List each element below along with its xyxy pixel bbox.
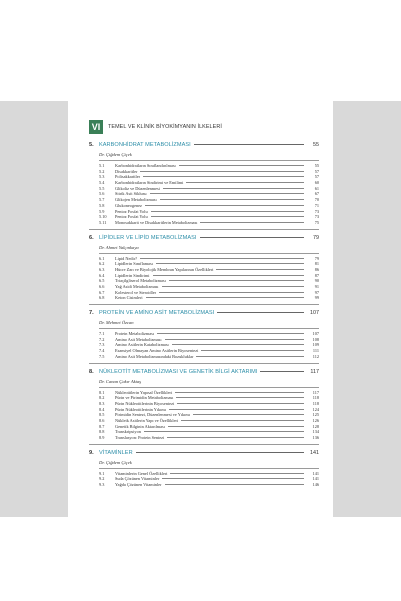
author-divider [99, 328, 319, 329]
section-number: 6.2 [99, 261, 105, 267]
section-title: Yağ Asidi Metabolizması [115, 284, 159, 289]
chapter-number: 8. [89, 368, 94, 375]
chapter-separator [89, 444, 319, 445]
chapter-page-number: 141 [310, 449, 319, 456]
section-title: Protein Metabolizması [115, 331, 155, 337]
section-number: 8.1 [99, 389, 105, 395]
section-number: 6.3 [99, 266, 105, 272]
section-number: 6.8 [99, 295, 105, 301]
section-page-number: 136 [312, 435, 319, 440]
section-number: 7.2 [99, 336, 105, 342]
leader-line [169, 409, 304, 410]
chapter-block [89, 369, 319, 445]
section-title: Amino Asit Metabolizması [115, 336, 162, 342]
section-page-number: 125 [312, 412, 319, 418]
leader-line [177, 403, 304, 404]
left-gray-band [0, 101, 68, 517]
leader-line [201, 350, 304, 351]
section-title: Pentoz Fosfat Yolu [115, 208, 148, 214]
section-page-number: 107 [312, 331, 319, 337]
leader-line [157, 333, 304, 334]
section-number: 5.1 [99, 163, 105, 168]
section-number: 5.3 [99, 174, 105, 180]
section-number: 5.10 [99, 214, 107, 220]
section-number: 8.5 [99, 412, 105, 418]
section-page-number: 71 [314, 202, 319, 208]
chapter-page-number: 79 [313, 234, 319, 241]
chapter-heading [89, 450, 319, 459]
section-number: 5.7 [99, 197, 105, 203]
section-page-number: 79 [314, 255, 319, 261]
section-page-number: 111 [312, 348, 319, 354]
section-title: Genetik Bilginin Aktarılması [115, 423, 165, 429]
toc-section-row [89, 354, 319, 360]
leader-line [160, 199, 304, 200]
chapter-author: Dr. Canan Çakır Aktaş [99, 378, 142, 384]
chapter-number: 7. [89, 310, 94, 317]
section-number: 6.1 [99, 255, 105, 261]
section-number: 6.6 [99, 284, 105, 289]
leader-line [165, 484, 305, 485]
leader-line [186, 182, 304, 183]
section-page-number: 126 [312, 417, 319, 423]
section-page-number: 118 [312, 395, 319, 401]
section-title: Vitaminlerin Genel Özellikleri [115, 470, 168, 476]
chapter-title: KARBONHİDRAT METABOLİZMASI [99, 142, 191, 148]
leader-line [143, 176, 304, 177]
chapter-separator [89, 229, 319, 230]
leader-line [260, 371, 304, 372]
section-number: 7.1 [99, 331, 105, 337]
section-page-number: 55 [314, 163, 319, 168]
leader-line [144, 431, 304, 432]
author-divider [99, 387, 319, 388]
chapter-separator [89, 304, 319, 305]
section-number: 9.3 [99, 482, 105, 488]
section-title: Pürin Nükleotitlerinin Yıkımı [115, 406, 166, 412]
author-divider [99, 253, 319, 254]
section-number: 7.4 [99, 348, 105, 354]
chapter-page-number: 107 [310, 310, 319, 317]
leader-line [165, 339, 304, 340]
section-number: 6.4 [99, 272, 105, 278]
chapter-author: Dr. Çiğdem Çiçek [99, 459, 132, 465]
chapter-heading [89, 310, 319, 319]
section-page-number: 90 [314, 278, 319, 284]
leader-line [162, 478, 304, 479]
leader-line [151, 211, 304, 212]
section-title: Translasyon: Protein Sentezi [115, 435, 165, 440]
section-title: Pürin Nükleotitlerinin Biyosentezi [115, 400, 175, 406]
chapter-number: 9. [89, 449, 94, 456]
section-number: 5.5 [99, 185, 105, 191]
section-number: 5.4 [99, 180, 105, 186]
section-page-number: 108 [312, 336, 319, 342]
section-title: Esansiyel Olmayan Amino Asitlerin Biyosentezi [115, 348, 199, 354]
leader-line [162, 286, 305, 287]
section-title: Glikoliz ve Düzenlenmesi [115, 185, 160, 191]
leader-line [167, 437, 304, 438]
leader-line [193, 414, 304, 415]
chapter-title: NÜKLEOTİT METABOLİZMASI VE GENETİK BİLGİ AKTARIMI [99, 368, 258, 375]
chapter-title: PROTEİN VE AMİNO ASİT METABOLİZMASI [99, 310, 215, 317]
section-page-number: 134 [312, 429, 319, 435]
chapter-title: LİPİDLER VE LİPİD METABOLİZMASI [99, 234, 197, 241]
section-title: Lipidlerin Sindirimi [115, 272, 150, 278]
chapter-heading [89, 142, 319, 151]
section-title: Glukoneogenez [115, 202, 142, 208]
section-number: 8.7 [99, 423, 105, 429]
leader-line [169, 280, 304, 281]
leader-line [150, 193, 304, 194]
leader-line [140, 258, 304, 259]
section-title: Nükleik Asitlerin Yapı ve Özellikleri [115, 417, 179, 423]
chapter-heading [89, 235, 319, 244]
leader-line [172, 344, 304, 345]
section-number: 6.7 [99, 289, 105, 295]
section-title: Sitrik Asit Siklusu [115, 191, 147, 197]
section-title: Disakkaritler [115, 168, 138, 174]
chapter-block [89, 450, 319, 488]
section-number: 8.2 [99, 395, 105, 401]
section-number: 8.4 [99, 406, 105, 412]
section-title: Yağda Çözünen Vitaminler [115, 482, 162, 488]
leader-line [200, 222, 304, 223]
right-gray-band [333, 101, 401, 517]
section-number: 5.8 [99, 202, 105, 208]
section-page-number: 57 [314, 174, 319, 180]
section-page-number: 57 [314, 168, 319, 174]
running-header-title: TEMEL VE KLİNİK BİYOKİMYANIN İLKELERİ [108, 124, 222, 130]
section-title: Suda Çözünen Vitaminler [115, 476, 160, 482]
section-title: Nükleotitlerin Yapısal Özellikleri [115, 389, 173, 395]
section-page-number: 109 [312, 342, 319, 348]
page-number-badge: VI [89, 120, 103, 134]
section-title: Transkripsiyon [115, 429, 141, 435]
section-page-number: 75 [314, 219, 319, 225]
section-page-number: 86 [314, 266, 319, 272]
toc-section-row [89, 295, 319, 301]
section-title: Lipidlerin Sınıflaması [115, 261, 153, 267]
chapter-number: 6. [89, 234, 94, 241]
section-page-number: 118 [312, 400, 319, 406]
section-number: 6.5 [99, 278, 105, 284]
section-page-number: 70 [314, 197, 319, 203]
section-page-number: 112 [312, 353, 319, 359]
section-page-number: 61 [314, 185, 319, 191]
chapter-title: VİTAMİNLER [99, 449, 133, 456]
section-number: 7.3 [99, 342, 105, 348]
section-number: 9.1 [99, 470, 105, 476]
chapter-heading [89, 369, 319, 378]
section-page-number: 128 [312, 423, 319, 429]
page-header [89, 120, 333, 134]
toc-section-row [89, 220, 319, 226]
section-page-number: 99 [314, 295, 319, 301]
leader-line [179, 165, 304, 166]
chapter-author: Dr. Ahmet Yalçınkaya [99, 244, 139, 250]
chapter-author: Dr. Mehmet Özcan [99, 320, 134, 326]
section-number: 9.2 [99, 476, 105, 482]
section-page-number: 146 [312, 482, 319, 488]
leader-line [217, 312, 304, 313]
leader-line [176, 397, 304, 398]
author-divider [99, 468, 319, 469]
section-number: 5.11 [99, 219, 107, 225]
section-page-number: 141 [312, 476, 319, 482]
leader-line [145, 205, 304, 206]
section-page-number: 141 [312, 470, 319, 476]
section-page-number: 117 [312, 389, 319, 395]
leader-line [194, 144, 304, 145]
section-title: Pürin ve Pirimidin Metabolizması [115, 395, 174, 401]
toc-section-row [89, 435, 319, 441]
section-title: Kolesterol ve Steroidler [115, 289, 157, 295]
chapter-page-number: 117 [310, 368, 319, 375]
leader-line [168, 426, 304, 427]
section-page-number: 87 [314, 272, 319, 278]
leader-line [200, 237, 305, 238]
leader-line [153, 275, 305, 276]
leader-line [175, 392, 304, 393]
section-page-number: 124 [312, 406, 319, 412]
author-divider [99, 160, 319, 161]
section-title: Amino Asitlerin Katabolizması [115, 342, 169, 348]
section-title: Triaçilgliserol Metabolizması [115, 278, 166, 284]
section-title: Glikojen Metabolizması [115, 197, 157, 203]
leader-line [156, 263, 304, 264]
section-title: Lipid Nedir? [115, 255, 138, 261]
chapter-block [89, 310, 319, 363]
chapter-separator [89, 363, 319, 364]
section-number: 7.5 [99, 353, 105, 359]
section-title: Pirimidin Sentezi, Düzenlenmesi ve Yıkımı [115, 412, 190, 418]
leader-line [140, 171, 304, 172]
section-title: Karbonhidratların Sindirimi ve Emilimi [115, 180, 184, 186]
section-number: 8.3 [99, 400, 105, 406]
table-of-contents [89, 142, 319, 490]
section-page-number: 60 [314, 180, 319, 186]
chapter-block [89, 235, 319, 306]
leader-line [170, 473, 304, 474]
chapter-block [89, 142, 319, 230]
section-page-number: 81 [314, 261, 319, 267]
section-number: 8.9 [99, 435, 105, 440]
section-title: Keton Cisimleri [115, 295, 143, 301]
leader-line [151, 216, 304, 217]
section-number: 5.9 [99, 208, 105, 214]
section-page-number: 97 [314, 289, 319, 295]
section-page-number: 73 [314, 214, 319, 220]
section-number: 8.6 [99, 417, 105, 423]
leader-line [181, 420, 304, 421]
chapter-page-number: 55 [313, 142, 319, 148]
leader-line [196, 356, 304, 357]
chapter-author: Dr. Çiğdem Çiçek [99, 152, 132, 157]
book-page [68, 0, 333, 601]
section-title: Polisakkaritler [115, 174, 141, 180]
leader-line [136, 452, 304, 453]
section-title: Amino Asit Metabolizmasındaki Bozukluklar [115, 353, 194, 359]
leader-line [146, 297, 304, 298]
section-page-number: 73 [314, 208, 319, 214]
section-title: Hücre Zarı ve Biyolojik Membran Yapılarının Özellikleri [115, 266, 214, 272]
section-title: Karbonhidratların Sınıflandırılması [115, 163, 176, 168]
section-title: Pentoz Fosfat Yolu [115, 214, 148, 220]
section-title: Monosakkarit ve Disakkaritlerin Metabolizması [115, 219, 198, 225]
section-page-number: 67 [314, 191, 319, 197]
leader-line [216, 269, 304, 270]
section-page-number: 91 [314, 284, 319, 289]
section-number: 5.6 [99, 191, 105, 197]
section-number: 5.2 [99, 168, 105, 174]
leader-line [163, 188, 304, 189]
toc-section-row [89, 482, 319, 488]
section-number: 8.8 [99, 429, 105, 435]
leader-line [159, 292, 304, 293]
chapter-number: 5. [89, 142, 94, 148]
